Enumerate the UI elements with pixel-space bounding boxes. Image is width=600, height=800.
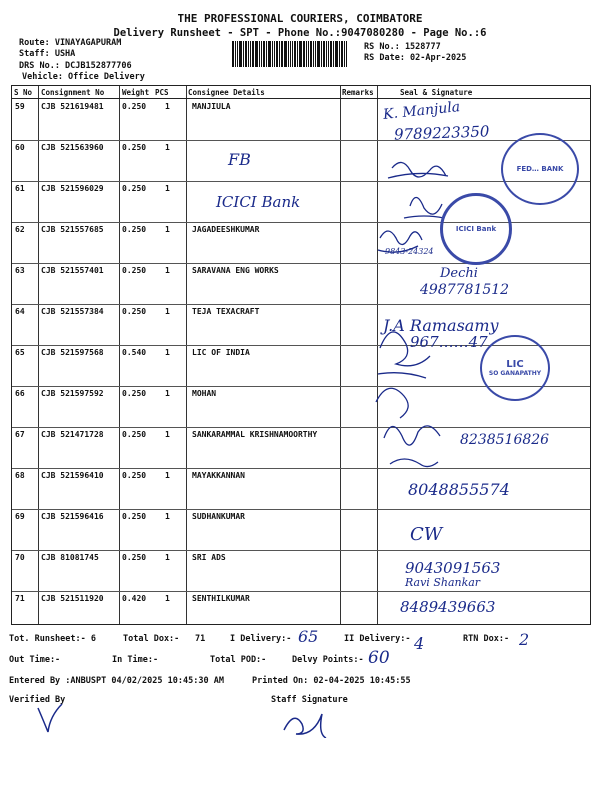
runsheet-title: Delivery Runsheet - SPT - Phone No.:9047080280 - Page No.:6 [113, 27, 487, 39]
barcode-bar [308, 41, 309, 67]
cell-consignment-no: CJB 521596416 [41, 512, 104, 521]
handwriting-r61: ICICI Bank [216, 193, 301, 211]
barcode-bar [284, 41, 287, 67]
handwriting-r69: CW [410, 524, 443, 545]
barcode-bar [328, 41, 329, 67]
cell-weight: 0.250 [122, 143, 147, 152]
vehicle-label: Vehicle: Office Delivery [22, 72, 145, 82]
col-weight: Weight [122, 88, 150, 97]
barcode-bar [290, 41, 291, 67]
stamp-federal-bank: FED… BANK [501, 133, 579, 205]
footer-rtn-dox-value: 2 [519, 630, 530, 649]
footer-i-delivery-value: 65 [298, 627, 319, 646]
barcode-bar [330, 41, 332, 67]
cell-consignment-no: CJB 521596029 [41, 184, 104, 193]
col-seal-signature: Seal & Signature [400, 88, 473, 97]
cell-pcs: 1 [165, 143, 170, 152]
cell-sno: 61 [15, 184, 25, 193]
cell-pcs: 1 [165, 184, 170, 193]
barcode-bar [250, 41, 251, 67]
cell-consignee: SRI ADS [192, 553, 226, 562]
cell-consignee: LIC OF INDIA [192, 348, 250, 357]
barcode-bar [235, 41, 236, 67]
cell-sno: 59 [15, 102, 25, 111]
cell-consignment-no: CJB 521557401 [41, 266, 104, 275]
footer-verified-by: Verified By [9, 695, 66, 705]
handwriting-r64-name: J.A Ramasamy [383, 316, 499, 335]
barcode-bar [279, 41, 280, 67]
barcode-bar [315, 41, 316, 67]
cell-consignee: SUDHANKUMAR [192, 512, 245, 521]
cell-pcs: 1 [165, 471, 170, 480]
stamp-lic-sub: SO GANAPATHY [488, 370, 542, 377]
col-sno: S No [14, 88, 33, 97]
barcode-bar [313, 41, 314, 67]
barcode-bar [272, 41, 273, 67]
barcode-bar [344, 41, 345, 67]
cell-consignee: TEJA TEXACRAFT [192, 307, 260, 316]
cell-weight: 0.250 [122, 225, 147, 234]
footer-rtn-dox-label: RTN Dox:- [463, 634, 510, 644]
barcode-bar [263, 41, 265, 67]
barcode-bar [310, 41, 312, 67]
handwriting-r70-phone: 9043091563 [405, 559, 501, 577]
cell-consignee: SARAVANA ENG WORKS [192, 266, 279, 275]
barcode-bar [306, 41, 307, 67]
cell-weight: 0.250 [122, 430, 147, 439]
cell-sno: 67 [15, 430, 25, 439]
cell-sno: 69 [15, 512, 25, 521]
handwriting-r59-phone: 9789223350 [393, 122, 490, 144]
barcode-bar [297, 41, 298, 67]
footer-ii-delivery-label: II Delivery:- [344, 634, 411, 644]
barcode-bar [333, 41, 334, 67]
cell-sno: 70 [15, 553, 25, 562]
footer-total-dox-label: Total Dox:- [123, 634, 180, 644]
cell-consignment-no: CJB 521619481 [41, 102, 104, 111]
cell-consignee: JAGADEESHKUMAR [192, 225, 260, 234]
cell-consignee: MANJIULA [192, 102, 231, 111]
handwriting-r59-name: K. Manjula [382, 99, 461, 123]
cell-sno: 63 [15, 266, 25, 275]
handwriting-r64-phone: 967……47 [410, 333, 488, 351]
barcode-bar [294, 41, 296, 67]
barcode-bar [252, 41, 254, 67]
cell-sno: 65 [15, 348, 25, 357]
footer-in-time: In Time:- [112, 655, 159, 665]
handwriting-r71: 8489439663 [400, 598, 496, 616]
cell-consignment-no: CJB 521471728 [41, 430, 104, 439]
cell-weight: 0.250 [122, 553, 147, 562]
cell-pcs: 1 [165, 512, 170, 521]
barcode-bar [303, 41, 305, 67]
footer-delvy-points-label: Delvy Points:- [292, 655, 364, 665]
cell-weight: 0.250 [122, 102, 147, 111]
col-pcs: PCS [155, 88, 169, 97]
cell-consignee: MAYAKKANNAN [192, 471, 245, 480]
cell-pcs: 1 [165, 225, 170, 234]
barcode-bar [339, 41, 340, 67]
company-title: THE PROFESSIONAL COURIERS, COIMBATORE [177, 12, 423, 25]
cell-weight: 0.250 [122, 512, 147, 521]
col-consignment: Consignment No [41, 88, 105, 97]
col-remarks: Remarks [342, 88, 374, 97]
handwriting-r63-name: Dechi [440, 266, 478, 281]
barcode-bar [261, 41, 262, 67]
cell-pcs: 1 [165, 348, 170, 357]
barcode-bar [237, 41, 238, 67]
footer-delvy-points-value: 60 [368, 648, 390, 668]
cell-consignment-no: CJB 521511920 [41, 594, 104, 603]
barcode-bar [274, 41, 275, 67]
footer-printed-on: Printed On: 02-04-2025 10:45:55 [252, 676, 411, 686]
cell-pcs: 1 [165, 430, 170, 439]
barcode-bar [341, 41, 343, 67]
cell-pcs: 1 [165, 307, 170, 316]
barcode-bar [281, 41, 283, 67]
stamp-icici-bank: ICICI Bank [440, 193, 512, 265]
barcode-bar [317, 41, 320, 67]
footer-tot-runsheet: Tot. Runsheet:- 6 [9, 634, 96, 644]
cell-weight: 0.540 [122, 348, 147, 357]
cell-consignee: SENTHILKUMAR [192, 594, 250, 603]
staff-label: Staff: USHA [19, 49, 76, 59]
cell-consignment-no: CJB 521597568 [41, 348, 104, 357]
cell-pcs: 1 [165, 594, 170, 603]
cell-consignment-no: CJB 521557384 [41, 307, 104, 316]
stamp-lic-text: LIC [506, 359, 524, 370]
handwriting-r62: 9843-24324 [385, 247, 434, 256]
barcode-bar [346, 41, 347, 67]
cell-weight: 0.250 [122, 266, 147, 275]
footer-staff-signature: Staff Signature [271, 695, 348, 705]
col-consignee: Consignee Details [188, 88, 265, 97]
barcode-bar [248, 41, 249, 67]
cell-consignment-no: CJB 81081745 [41, 553, 99, 562]
cell-sno: 71 [15, 594, 25, 603]
staff-signature-scribble [280, 702, 330, 738]
barcode-bar [245, 41, 247, 67]
cell-sno: 60 [15, 143, 25, 152]
barcode-bar [321, 41, 322, 67]
handwriting-r70-name: Ravi Shankar [405, 576, 481, 589]
barcode-bar [335, 41, 338, 67]
footer-ii-delivery-value: 4 [414, 634, 425, 653]
cell-pcs: 1 [165, 266, 170, 275]
barcode-bar [232, 41, 234, 67]
cell-sno: 62 [15, 225, 25, 234]
barcode-bar [268, 41, 271, 67]
barcode-bar [259, 41, 260, 67]
barcode [232, 41, 354, 67]
footer-total-pod: Total POD:- [210, 655, 267, 665]
cell-consignee: MOHAN [192, 389, 217, 398]
cell-consignee: SANKARAMMAL KRISHNAMOORTHY [192, 430, 318, 439]
cell-weight: 0.250 [122, 389, 147, 398]
cell-weight: 0.420 [122, 594, 147, 603]
cell-pcs: 1 [165, 553, 170, 562]
drs-label: DRS No.: DCJB152877706 [19, 61, 132, 71]
row-divider [12, 140, 590, 141]
barcode-bar [255, 41, 258, 67]
cell-sno: 64 [15, 307, 25, 316]
barcode-bar [239, 41, 242, 67]
barcode-bar [323, 41, 325, 67]
handwriting-r68-phone: 8048855574 [408, 480, 510, 499]
handwriting-r60: FB [228, 150, 251, 169]
cell-weight: 0.250 [122, 184, 147, 193]
barcode-bar [266, 41, 267, 67]
cell-weight: 0.250 [122, 307, 147, 316]
verified-by-signature [30, 700, 70, 740]
barcode-bar [243, 41, 244, 67]
cell-consignment-no: CJB 521596410 [41, 471, 104, 480]
barcode-bar [292, 41, 293, 67]
cell-weight: 0.250 [122, 471, 147, 480]
footer-total-dox-value: 71 [195, 634, 206, 644]
cell-pcs: 1 [165, 102, 170, 111]
rs-no-label: RS No.: 1528777 [364, 42, 441, 52]
route-label: Route: VINAYAGAPURAM [19, 38, 122, 48]
handwriting-r67: 8238516826 [460, 432, 550, 448]
rs-date-label: RS Date: 02-Apr-2025 [364, 53, 467, 63]
cell-consignment-no: CJB 521557685 [41, 225, 104, 234]
stamp-lic [480, 335, 550, 401]
footer-out-time: Out Time:- [9, 655, 61, 665]
barcode-bar [326, 41, 327, 67]
footer-entered-by: Entered By :ANBUSPT 04/02/2025 10:45:30 AM [9, 676, 224, 686]
footer-i-delivery-label: I Delivery:- [230, 634, 292, 644]
cell-sno: 66 [15, 389, 25, 398]
cell-pcs: 1 [165, 389, 170, 398]
barcode-bar [299, 41, 302, 67]
cell-sno: 68 [15, 471, 25, 480]
cell-consignment-no: CJB 521597592 [41, 389, 104, 398]
barcode-bar [276, 41, 278, 67]
cell-consignment-no: CJB 521563960 [41, 143, 104, 152]
handwriting-r63-phone: 4987781512 [420, 282, 510, 298]
barcode-bar [288, 41, 289, 67]
